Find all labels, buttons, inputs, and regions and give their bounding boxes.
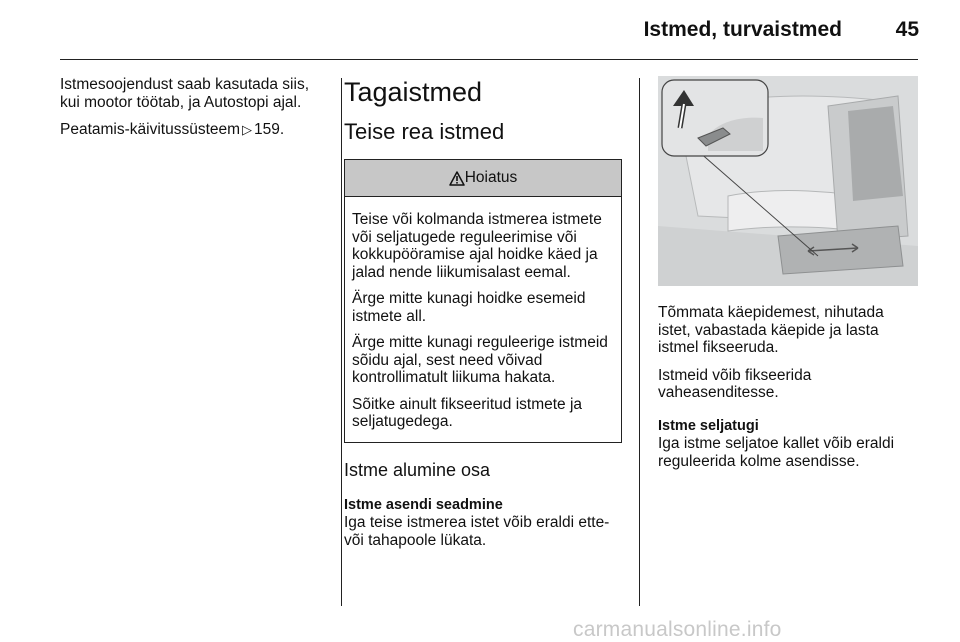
column-divider-1 xyxy=(341,78,342,606)
warning-box xyxy=(344,159,622,443)
rear-seat-image xyxy=(658,76,918,286)
column-divider-2 xyxy=(639,78,640,606)
topic-heading: Istme seljatugi xyxy=(658,417,759,434)
warning-paragraph: Ärge mitte kunagi reguleerige istmeid sõidu ajal, sest need võivad kontrollimatult liikuma hakata. xyxy=(352,334,608,386)
warning-body xyxy=(345,197,621,442)
sub-subsection-heading: Istme alumine osa xyxy=(344,459,491,480)
watermark: carmanualsonline.info xyxy=(573,618,782,641)
paragraph: Iga teise istmerea istet võib eraldi ette- või tahapoole lükata. xyxy=(344,514,610,549)
warning-header xyxy=(345,160,621,197)
paragraph: Istmesoojendust saab kasutada siis, kui mootor töötab, ja Autostopi ajal. xyxy=(60,76,309,111)
column-1 xyxy=(60,76,330,149)
warning-paragraph: Sõitke ainult fikseeritud istmete ja seljatugedega. xyxy=(352,395,583,430)
warning-paragraph: Teise või kolmanda istmerea istmete või seljatugede reguleerimise või kokkupööramise ajal hoidke käed ja jalad nende liikumisalast eemal. xyxy=(352,211,602,281)
paragraph: Tõmmata käepidemest, nihutada istet, vabastada käepide ja lasta istmel fikseeruda. xyxy=(658,304,884,356)
warning-paragraph: Ärge mitte kunagi hoidke esemeid istmete all. xyxy=(352,290,586,325)
subsection-heading: Teise rea istmed xyxy=(344,119,505,144)
paragraph: Istmeid võib fikseerida vaheasenditesse. xyxy=(658,366,812,401)
seat-illustration xyxy=(658,76,918,286)
topic-heading: Istme asendi seadmine xyxy=(344,496,503,513)
column-2 xyxy=(344,76,624,549)
paragraph: Iga istme seljatoe kallet võib eraldi reguleerida kolme asendisse. xyxy=(658,435,895,470)
paragraph-xref xyxy=(60,121,330,139)
page-ref-arrow-icon: ▷ xyxy=(242,122,253,137)
warning-title: Hoiatus xyxy=(464,169,518,187)
header-rule xyxy=(60,59,918,60)
section-heading: Tagaistmed xyxy=(344,77,483,107)
running-header-title: Istmed, turvaistmed xyxy=(643,18,842,41)
warning-triangle-icon xyxy=(449,171,465,186)
xref-text: Peatamis-käivitussüsteem xyxy=(60,121,241,138)
xref-page[interactable]: 159. xyxy=(254,121,285,138)
column-3 xyxy=(658,76,920,470)
page-number: 45 xyxy=(895,18,919,41)
